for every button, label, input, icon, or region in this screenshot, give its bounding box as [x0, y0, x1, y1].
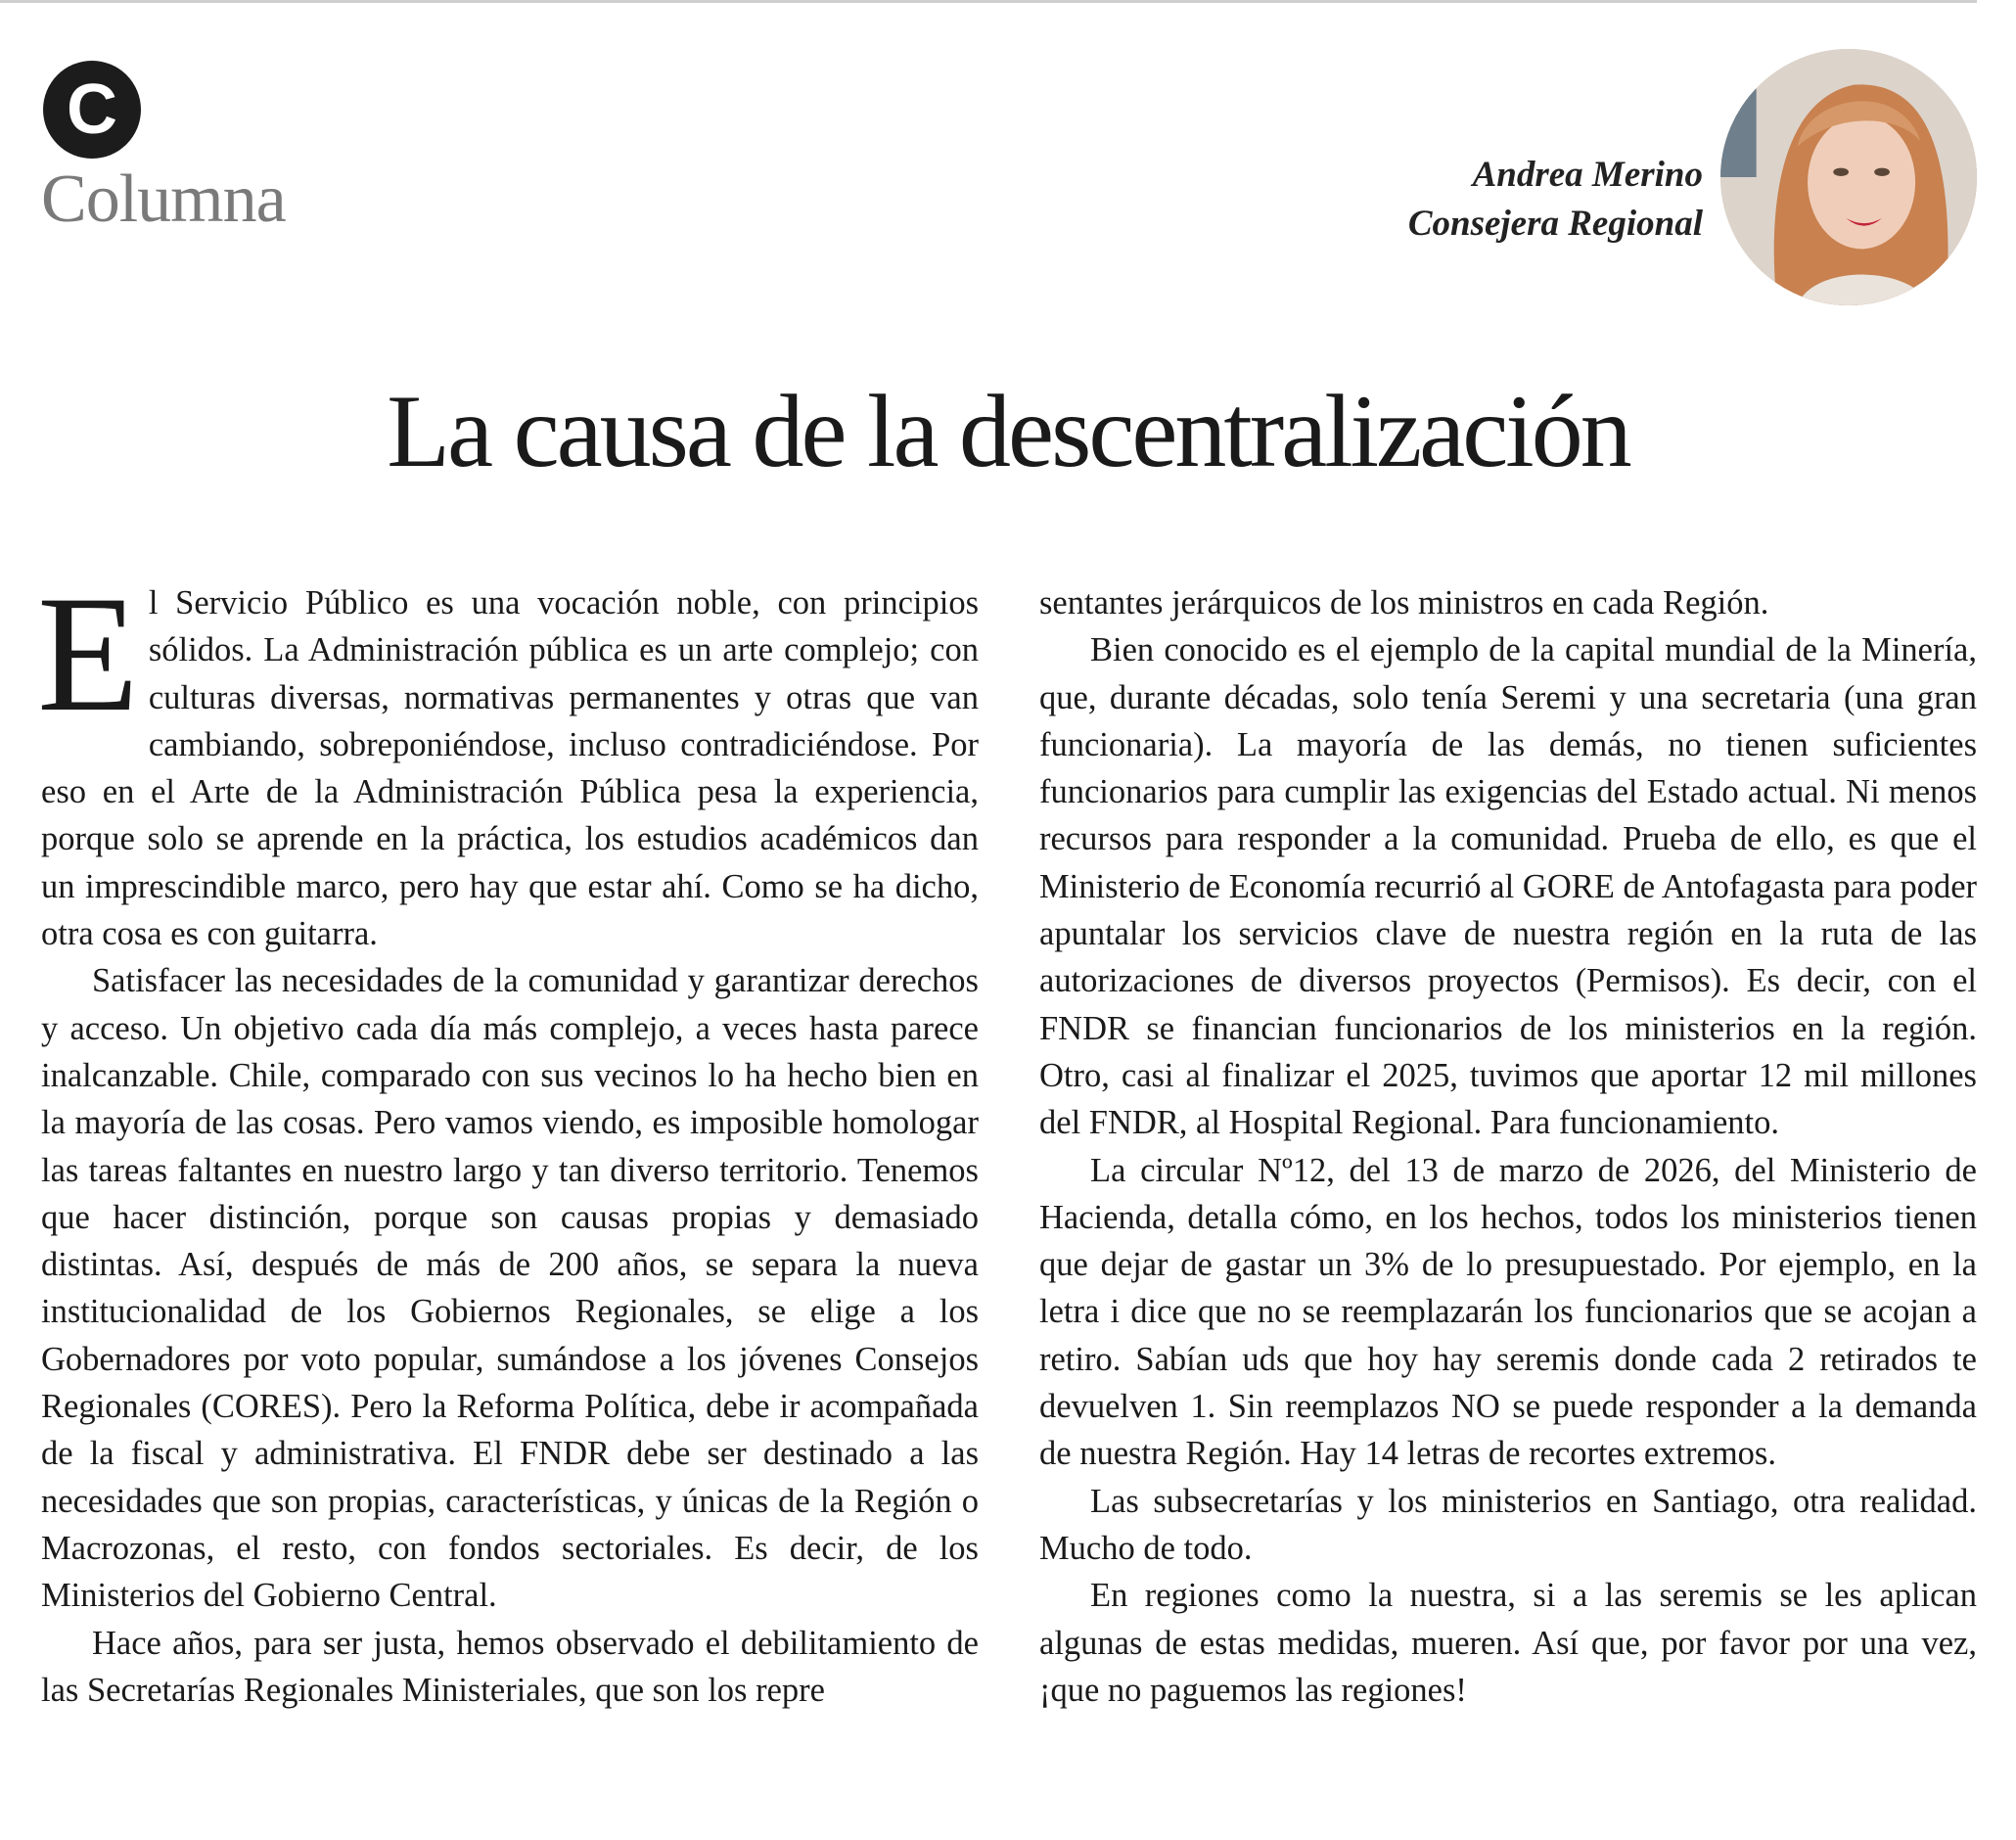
article-paragraph: Satisfacer las necesidades de la comunidad y garantizar derechos y acceso. Un objetivo cada día más complejo, a veces hasta parece inalcanzable. Chile, comparado con sus vecinos lo ha hecho bien en la mayoría de las cosas. Pero vamos viendo, es imposible homologar las tareas faltantes en nuestro largo y tan diverso territorio. Tenemos que hacer distinción, porque son causas propias y demasiado distintas. Así, después de más de 200 años, se separa la nueva institucionalidad de los Gobiernos Regionales, se elige a los Gobernadores por voto popular, sumándose a los jóvenes Consejos Regionales (CORES). Pero la Reforma Política, debe ir acompañada de la fiscal y administrativa. El FNDR debe ser destinado a las necesidades que son propias, características, y únicas de la Región o Macrozonas, el resto, con fondos sectoriales. Es decir, de los Ministerios del Gobierno Central.: [41, 962, 979, 1615]
article-column-right: [1039, 579, 1977, 1714]
column-badge: [43, 61, 141, 159]
article-paragraph: Bien conocido es el ejemplo de la capital mundial de la Minería, que, durante décadas, solo tenía Seremi y una secretaria (una gran funcionaria). La mayoría de las demás, no tienen suficientes funcionarios para cumplir las exigencias del Estado actual. Ni menos recursos para responder a la comunidad. Prueba de ello, es que el Ministerio de Economía recurrió al GORE de Antofagasta para poder apuntalar los servicios clave de nuestra región en la ruta de las autorizaciones de diversos proyectos (Permisos). Es decir, con el FNDR se financian funcionarios de los ministerios en la región. Otro, casi al finalizar el 2025, tuvimos que aportar 12 mil millones del FNDR, al Hospital Regional. Para funcionamiento.: [1039, 631, 1977, 1142]
article-paragraph-continued: sentantes jerárquicos de los ministros en cada Región.: [1039, 584, 1769, 621]
article-paragraph: [37, 562, 979, 957]
drop-cap: E: [37, 562, 139, 746]
author-role: Consejera Regional: [1407, 204, 1703, 244]
author-name: Andrea Merino: [1472, 155, 1703, 195]
portrait-illustration: [1720, 49, 1977, 305]
article-column-left: [37, 562, 979, 1714]
article-paragraph: En regiones como la nuestra, si a las seremis se les aplican algunas de estas medidas, mueren. Así que, por favor por una vez, ¡que no paguemos las regiones!: [1039, 1577, 1977, 1709]
author-portrait: [1720, 49, 1977, 305]
article-title: La causa de la descentralización: [387, 374, 1629, 488]
byline: [1408, 151, 1703, 249]
section-label: Columna: [41, 161, 286, 237]
article-paragraph: La circular Nº12, del 13 de marzo de 2026, del Ministerio de Hacienda, detalla cómo, en los hechos, todos los ministerios tienen que dejar de gastar un 3% de lo presupuestado. Por ejemplo, en la letra i dice que no se reemplazarán los funcionarios que se acojan a retiro. Sabían uds que hoy hay seremis donde cada 2 retirados te devuelven 1. Sin reemplazos NO se puede responder a la demanda de nuestra Región. Hay 14 letras de recortes extremos.: [1039, 1151, 1977, 1473]
top-divider: [0, 0, 1977, 3]
paragraph-text: l Servicio Público es una vocación noble, con principios sólidos. La Administración pública es un arte complejo; con culturas diversas, normativas permanentes y otras que van cambiando, sobreponiéndose, incluso contradiciéndose. Por eso en el Arte de la Administración Pública pesa la experiencia, porque solo se aprende en la práctica, los estudios académicos dan un imprescindible marco, pero hay que estar ahí. Como se ha dicho, otra cosa es con guitarra.: [41, 584, 979, 953]
badge-letter: C: [67, 70, 117, 149]
article-paragraph: Hace años, para ser justa, hemos observado el debilitamiento de las Secretarías Regionales Ministeriales, que son los repre: [41, 1624, 979, 1709]
article-paragraph: Las subsecretarías y los ministerios en Santiago, otra realidad. Mucho de todo.: [1039, 1482, 1977, 1567]
